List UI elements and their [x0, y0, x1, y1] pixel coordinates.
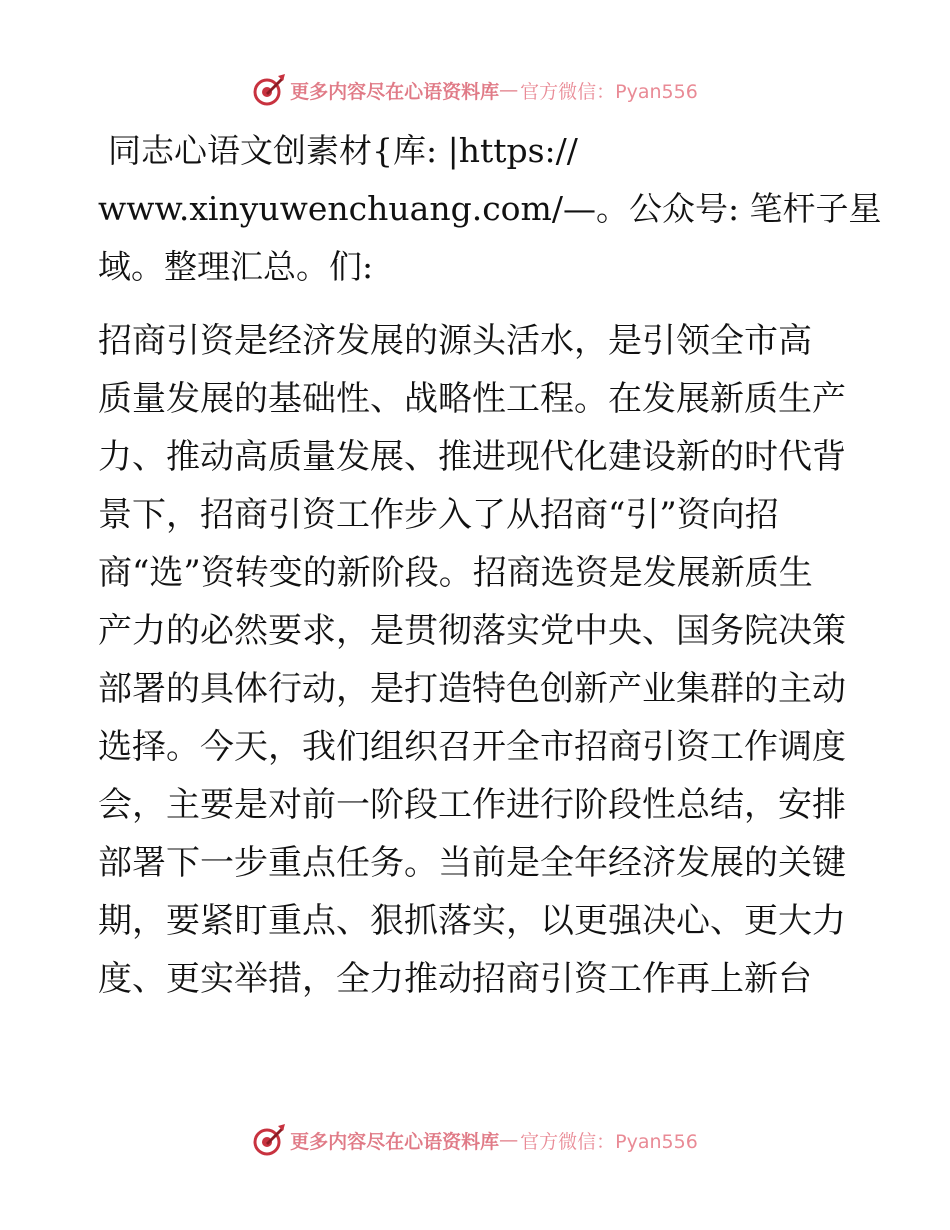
paragraph-line: 商“选”资转变的新阶段。招商选资是发展新质生: [98, 553, 813, 593]
banner-dash: —: [499, 1129, 519, 1151]
quill-logo-icon: [252, 1123, 286, 1157]
header-line: 同志心语文创素材{库: |https://: [108, 131, 578, 170]
header-line: 域。整理汇总。们:: [98, 247, 374, 286]
paragraph-line: 产力的必然要求，是贯彻落实党中央、国务院决策: [98, 611, 846, 651]
header-watermark-banner: [0, 70, 950, 110]
paragraph-line: 质量发展的基础性、战略性工程。在发展新质生产: [98, 379, 846, 419]
paragraph-line: 期，要紧盯重点、狠抓落实，以更强决心、更大力: [98, 901, 846, 941]
quill-logo-icon: [252, 73, 286, 107]
banner-main-text: 更多内容尽在心语资料库: [290, 80, 500, 103]
banner-dash: —: [499, 79, 519, 101]
paragraph-line: 景下，招商引资工作步入了从招商“引”资向招: [98, 495, 779, 535]
paragraph-line: 招商引资是经济发展的源头活水，是引领全市高: [98, 321, 812, 361]
header-line: www.xinyuwenchuang.com/—。公众号: 笔杆子星: [98, 189, 882, 228]
footer-watermark-banner: [0, 1120, 950, 1160]
paragraph-line: 力、推动高质量发展、推进现代化建设新的时代背: [98, 437, 846, 477]
paragraph-line: 度、更实举措，全力推动招商引资工作再上新台: [98, 959, 812, 999]
paragraph-line: 会，主要是对前一阶段工作进行阶段性总结，安排: [98, 785, 846, 825]
paragraph-line: 选择。今天，我们组织召开全市招商引资工作调度: [98, 727, 846, 767]
banner-main-text: 更多内容尽在心语资料库: [290, 1130, 500, 1153]
banner-wechat-text: 官方微信：Pyan556: [520, 80, 698, 103]
paragraph-line: 部署的具体行动，是打造特色创新产业集群的主动: [98, 669, 846, 709]
banner-wechat-text: 官方微信：Pyan556: [520, 1130, 698, 1153]
paragraph-line: 部署下一步重点任务。当前是全年经济发展的关键: [98, 843, 846, 883]
document-body: [98, 122, 882, 1008]
